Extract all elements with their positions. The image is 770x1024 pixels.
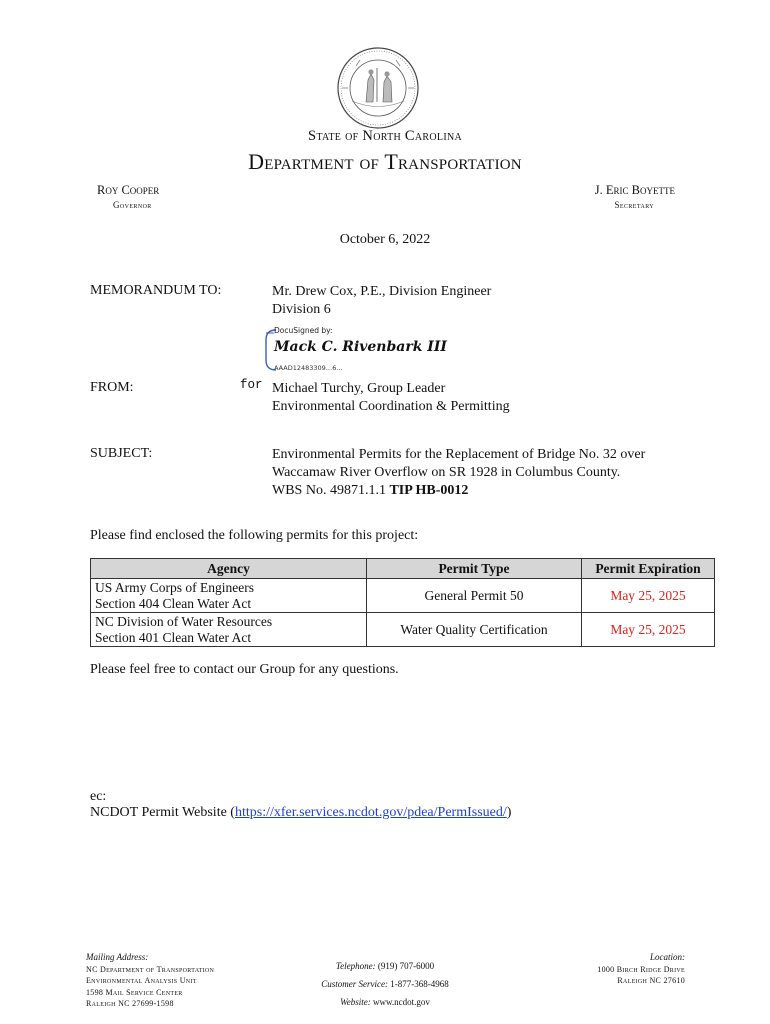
- tip-number: TIP HB-0012: [389, 483, 469, 498]
- memo-to-line1: Mr. Drew Cox, P.E., Division Engineer: [272, 284, 492, 299]
- agency-cell: [91, 579, 367, 613]
- customer-service-value: 1-877-368-4968: [390, 979, 449, 989]
- wbs-number: WBS No. 49871.1.1: [272, 483, 390, 498]
- agency-line1: US Army Corps of Engineers: [95, 579, 254, 595]
- permit-type-cell: Water Quality Certification: [367, 613, 582, 647]
- governor-title: Governor: [113, 200, 152, 210]
- column-header-permit-expiration: Permit Expiration: [582, 559, 715, 579]
- memo-subject: [272, 446, 645, 500]
- footer-location: [597, 952, 685, 987]
- docusign-id: AAAD12483309…6...: [274, 364, 343, 372]
- memo-to-recipient: [272, 283, 491, 319]
- ec-prefix: NCDOT Permit Website (: [90, 805, 235, 820]
- agency-line2: Section 404 Clean Water Act: [95, 595, 252, 611]
- governor-name: Roy Cooper: [97, 183, 160, 197]
- permit-type-cell: General Permit 50: [367, 579, 582, 613]
- telephone-label: Telephone:: [335, 961, 376, 971]
- location-line2: Raleigh NC 27610: [617, 976, 685, 985]
- permit-website-link[interactable]: https://xfer.services.ncdot.gov/pdea/PermIssued/: [234, 805, 507, 820]
- website-value: www.ncdot.gov: [373, 997, 430, 1007]
- customer-service-label: Customer Service:: [321, 979, 388, 989]
- agency-line1: NC Division of Water Resources: [95, 613, 273, 629]
- mailing-line3: 1598 Mail Service Center: [86, 987, 183, 997]
- memo-from-line1: Michael Turchy, Group Leader: [272, 381, 446, 396]
- website-label: Website:: [340, 997, 371, 1007]
- permits-table: [90, 558, 715, 647]
- permit-expiration-cell: May 25, 2025: [582, 579, 715, 613]
- subject-line3: [272, 482, 645, 500]
- nc-state-seal-icon: [336, 46, 420, 130]
- secretary-title: Secretary: [614, 200, 654, 210]
- website-line: [0, 993, 770, 1011]
- mailing-label: Mailing Address:: [86, 952, 149, 962]
- telephone-value: (919) 707-6000: [377, 961, 435, 971]
- state-name: State of North Carolina: [307, 128, 463, 144]
- ec-suffix: ): [506, 805, 512, 820]
- docusign-label: DocuSigned by:: [274, 326, 333, 335]
- table-row: [91, 613, 715, 647]
- memo-date: October 6, 2022: [339, 232, 431, 247]
- column-header-agency: Agency: [91, 559, 367, 579]
- column-header-permit-type: Permit Type: [367, 559, 582, 579]
- table-row: [91, 579, 715, 613]
- memo-from-line2: Environmental Coordination & Permitting: [272, 399, 510, 414]
- closing-text: Please feel free to contact our Group for any questions.: [90, 662, 399, 677]
- agency-line2: Section 401 Clean Water Act: [95, 629, 252, 645]
- subject-line1: Environmental Permits for the Replacement of Bridge No. 32 over: [272, 447, 646, 462]
- mailing-line2: Environmental Analysis Unit: [86, 976, 197, 985]
- ec-label: ec:: [90, 789, 107, 804]
- intro-text: Please find enclosed the following permits for this project:: [90, 528, 419, 543]
- department-name: Department of Transportation: [248, 149, 522, 174]
- agency-cell: [91, 613, 367, 647]
- memo-from-label: FROM:: [90, 380, 134, 395]
- memo-subject-label: SUBJECT:: [90, 446, 153, 461]
- memo-to-line2: Division 6: [272, 302, 331, 317]
- ec-line: [90, 805, 511, 821]
- location-label: Location:: [650, 952, 685, 962]
- location-line1: 1000 Birch Ridge Drive: [597, 964, 685, 974]
- secretary-name: J. Eric Boyette: [594, 183, 675, 197]
- signature: Mack C. Rivenbark III: [274, 339, 447, 355]
- table-header-row: [91, 559, 715, 579]
- for-text: for: [240, 378, 263, 392]
- subject-line2: Waccamaw River Overflow on SR 1928 in Columbus County.: [272, 465, 621, 480]
- memo-from-sender: [272, 380, 510, 416]
- mailing-line1: NC Department of Transportation: [86, 964, 215, 974]
- mailing-line4: Raleigh NC 27699-1598: [86, 999, 174, 1008]
- memo-to-label: MEMORANDUM TO:: [90, 283, 222, 298]
- permit-expiration-cell: May 25, 2025: [582, 613, 715, 647]
